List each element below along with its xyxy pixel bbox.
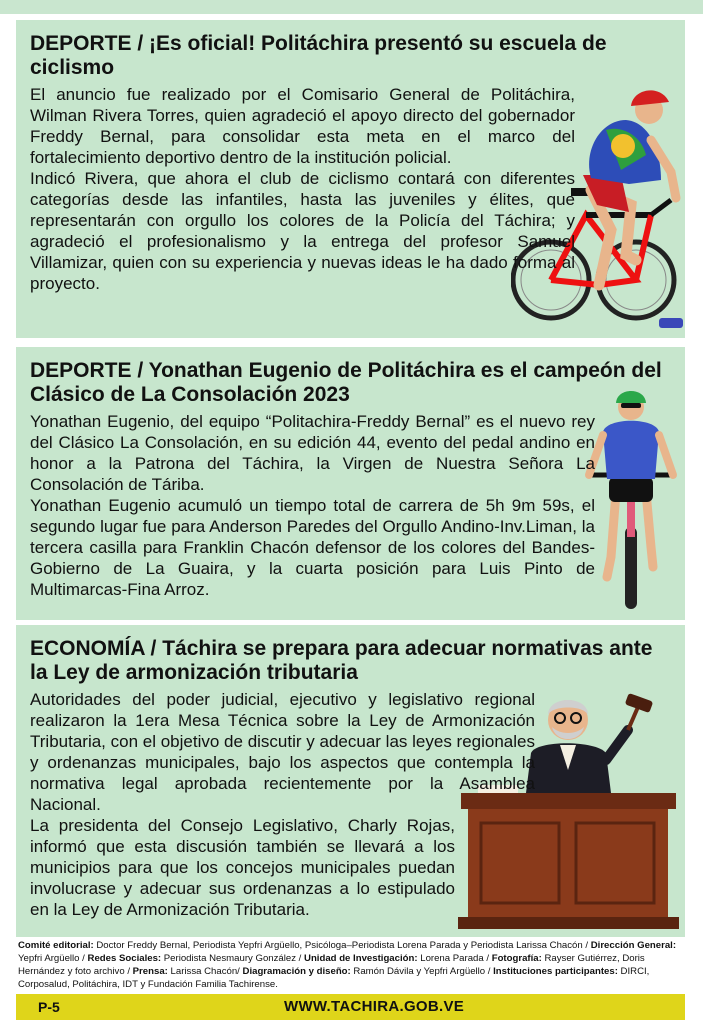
website-link[interactable]: WWW.TACHIRA.GOB.VE (284, 998, 465, 1015)
editorial-credits (18, 939, 686, 991)
credit-text: Periodista Nesmaury González / (161, 953, 305, 964)
article-paragraph: Yonathan Eugenio acumuló un tiempo total de carrera de 5h 9m 59s, el segundo lugar fue para Anderson Paredes del Orgullo Andino-Inv.Liman, la tercera casilla para Franklin Chacón defensor de los colores del Bandes-Gobierno de La Guaira, y la cuarta posición para Luis Pinto de Multimarcas-Fina Arroz. (30, 496, 595, 599)
credit-text: Lorena Parada / (417, 953, 492, 964)
credit-label: Redes Sociales: (87, 953, 162, 964)
credit-text: DIRCI, Corposalud, Politáchira, IDT y Fundación Familia Tachirense. (18, 966, 650, 990)
article-paragraph: El anuncio fue realizado por el Comisario General de Politáchira, Wilman Rivera Torres, quien agradeció el apoyo directo del gobernador Freddy Bernal, para consolidar esta meta en el marco del fortalecimiento deportivo dentro de la institución policial. (30, 85, 575, 167)
credit-text: Doctor Freddy Bernal, Periodista Yepfri Argüello, Psicóloga–Periodista Lorena Parada y Periodista Larissa Chacón / (93, 940, 591, 951)
credit-label: Diagramación y diseño: (242, 966, 351, 977)
article-cycling-school (16, 20, 685, 338)
page-footer (0, 994, 703, 1024)
article-body (30, 411, 595, 600)
credit-label: Dirección General: (590, 940, 677, 951)
credit-label: Instituciones participantes: (493, 966, 618, 977)
article-paragraph: Yonathan Eugenio, del equipo “Politachira-Freddy Bernal” es el nuevo rey del Clásico La Consolación, en su edición 44, evento del pedal andino en honor a la Patrona del Táchira, la Virgen de Nuestra Señora La Consolación de Táriba. (30, 412, 595, 494)
credit-text: Rayser Gutiérrez, Doris Hernández y foto archivo / (18, 953, 645, 977)
credit-text: Ramón Dávila y Yepfri Argüello / (350, 966, 494, 977)
credit-label: Prensa: (132, 966, 168, 977)
cyclist-front-illustration (581, 377, 681, 612)
article-consolacion-champion (16, 347, 685, 620)
article-body (30, 84, 575, 294)
page-number: P-5 (38, 999, 60, 1015)
article-headline: DEPORTE / ¡Es oficial! Politáchira presentó su escuela de ciclismo (30, 32, 607, 79)
article-tax-harmonization (16, 625, 685, 937)
article-paragraph: Indicó Rivera, que ahora el club de ciclismo contará con diferentes categorías desde las infantiles, hasta las juveniles y élites, que representarán con orgullo los colores de la Policía del Táchira; y agradeció el profesionalismo y la entrega del profesor Samuel Villamizar, quien con su experiencia y nuevas ideas le ha dado forma al proyecto. (30, 169, 575, 293)
credit-label: Comité editorial: (18, 940, 94, 951)
article-headline: ECONOMÍA / Táchira se prepara para adecuar normativas ante la Ley de armonización tributaria (30, 637, 653, 684)
article-paragraph: Autoridades del poder judicial, ejecutivo y legislativo regional realizaron la 1era Mesa Técnica sobre la Ley de Armonización Tributaria, con el objetivo de discutir y adecuar las leyes regionales y ordenanzas municipales, bajo los aspectos que contempla la normativa legal aprobada recientemente por la Asamblea Nacional. (30, 690, 535, 814)
credit-text: Yepfri Argüello / (18, 953, 88, 964)
article-headline: DEPORTE / Yonathan Eugenio de Politáchira es el campeón del Clásico de La Consolación 2023 (30, 359, 662, 406)
credit-text: Larissa Chacón/ (167, 966, 243, 977)
footer-band (16, 994, 685, 1020)
credit-label: Unidad de Investigación: (304, 953, 418, 964)
top-strip (0, 0, 703, 14)
article-paragraph: La presidenta del Consejo Legislativo, Charly Rojas, informó que esta discusión también se llevará a los municipios para que los concejos municipales puedan involucrase y adecuar sus ordenanzas a lo estipulado en la Ley de Armonización Tributaria. (30, 816, 455, 919)
credit-label: Fotografía: (491, 953, 542, 964)
